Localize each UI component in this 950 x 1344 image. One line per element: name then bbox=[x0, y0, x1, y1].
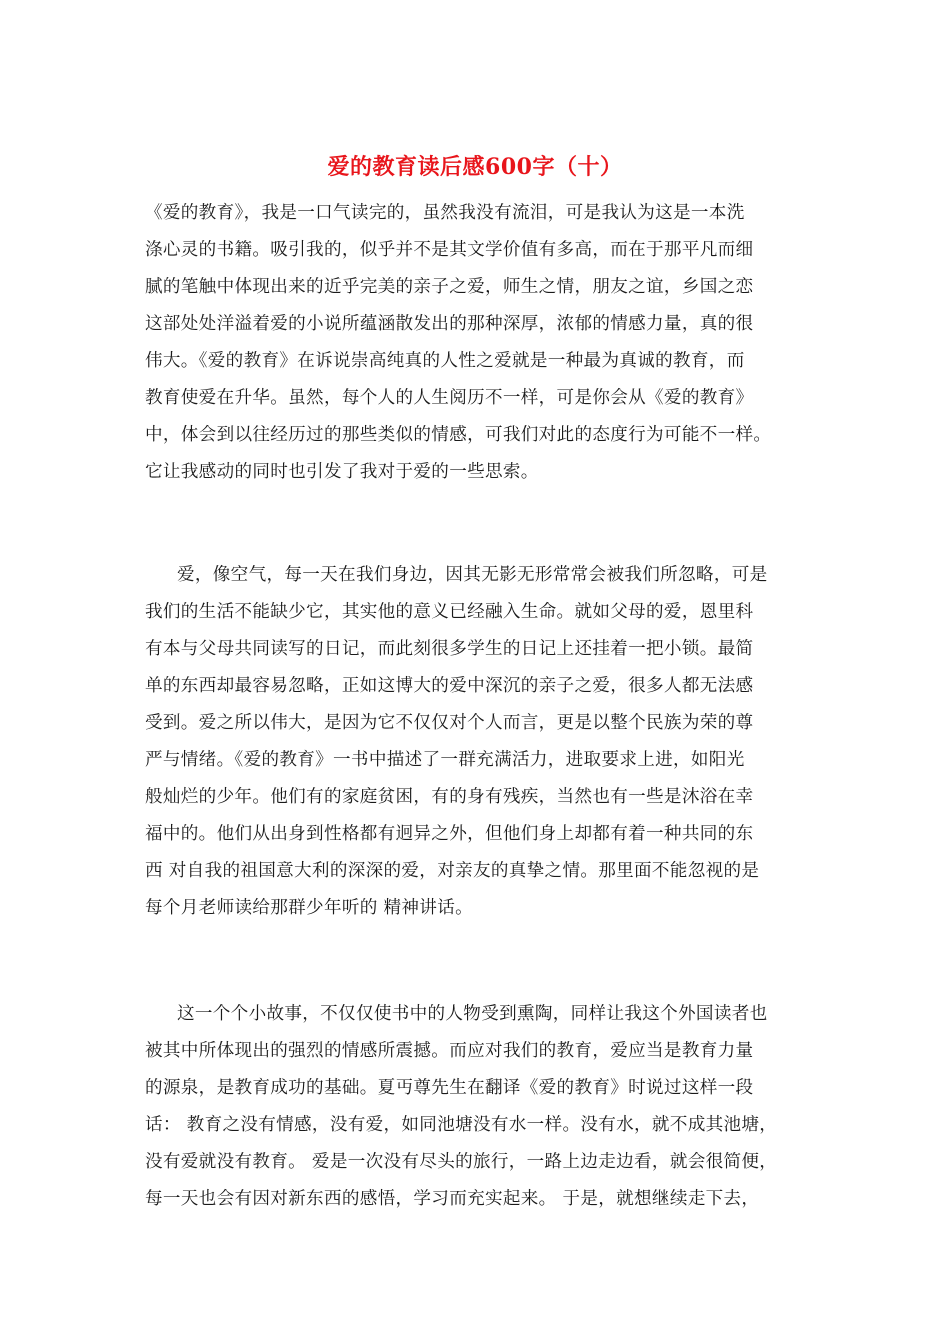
paragraph-line: 有本与父母共同读写的日记，而此刻很多学生的日记上还挂着一把小锁。最简 bbox=[145, 639, 754, 659]
paragraph-line: 受到。爱之所以伟大，是因为它不仅仅对个人而言，更是以整个民族为荣的尊 bbox=[145, 713, 754, 733]
paragraph-line: 没有爱就没有教育。 爱是一次没有尽头的旅行，一路上边走边看，就会很简便， bbox=[145, 1152, 778, 1172]
paragraph-line: 这部处处洋溢着爱的小说所蕴涵散发出的那种深厚，浓郁的情感力量，真的很 bbox=[145, 314, 754, 334]
paragraph-line: 严与情绪。《爱的教育》一书中描述了一群充满活力，进取要求上进，如阳光 bbox=[145, 750, 745, 770]
paragraph-line: 中，体会到以往经历过的那些类似的情感，可我们对此的态度行为可能不一样。 bbox=[145, 425, 772, 445]
paragraph-line: 涤心灵的书籍。吸引我的，似乎并不是其文学价值有多高，而在于那平凡而细 bbox=[145, 240, 754, 260]
paragraph-line: 被其中所体现出的强烈的情感所震撼。而应对我们的教育，爱应当是教育力量 bbox=[145, 1041, 754, 1061]
paragraph-2 bbox=[145, 557, 815, 927]
paragraph-line: 每个月老师读给那群少年听的 精神讲话。 bbox=[145, 898, 473, 918]
paragraph-line: 我们的生活不能缺少它，其实他的意义已经融入生命。就如父母的爱，恩里科 bbox=[145, 602, 754, 622]
paragraph-line: 它让我感动的同时也引发了我对于爱的一些思索。 bbox=[145, 462, 539, 482]
paragraph-line: 福中的。他们从出身到性格都有迥异之外，但他们身上却都有着一种共同的东 bbox=[145, 824, 754, 844]
paragraph-1 bbox=[145, 195, 815, 491]
paragraph-line: 伟大。《爱的教育》在诉说崇高纯真的人性之爱就是一种最为真诚的教育，而 bbox=[145, 351, 745, 371]
paragraph-line: 这一个个小故事，不仅仅使书中的人物受到熏陶，同样让我这个外国读者也 bbox=[177, 1004, 768, 1024]
paragraph-line: 话： 教育之没有情感，没有爱，如同池塘没有水一样。没有水，就不成其池塘， bbox=[145, 1115, 778, 1135]
paragraph-line: 的源泉，是教育成功的基础。夏丏尊先生在翻译《爱的教育》时说过这样一段 bbox=[145, 1078, 754, 1098]
paragraph-line: 教育使爱在升华。虽然，每个人的人生阅历不一样，可是你会从《爱的教育》 bbox=[145, 388, 754, 408]
paragraph-line: 每一天也会有因对新东西的感悟，学习而充实起来。 于是，就想继续走下去， bbox=[145, 1189, 760, 1209]
paragraph-line: 腻的笔触中体现出来的近乎完美的亲子之爱，师生之情，朋友之谊，乡国之恋 bbox=[145, 277, 754, 297]
paragraph-line: 西 对自我的祖国意大利的深深的爱，对亲友的真挚之情。那里面不能忽视的是 bbox=[145, 861, 760, 881]
paragraph-line: 爱，像空气，每一天在我们身边，因其无影无形常常会被我们所忽略，可是 bbox=[177, 565, 768, 585]
paragraph-line: 单的东西却最容易忽略，正如这博大的爱中深沉的亲子之爱，很多人都无法感 bbox=[145, 676, 754, 696]
paragraph-line: 《爱的教育》，我是一口气读完的，虽然我没有流泪，可是我认为这是一本洗 bbox=[145, 203, 745, 223]
paragraph-line: 般灿烂的少年。他们有的家庭贫困，有的身有残疾，当然也有一些是沐浴在幸 bbox=[145, 787, 754, 807]
paragraph-3 bbox=[145, 996, 815, 1218]
document-title: 爱的教育读后感600字（十） bbox=[327, 154, 623, 180]
